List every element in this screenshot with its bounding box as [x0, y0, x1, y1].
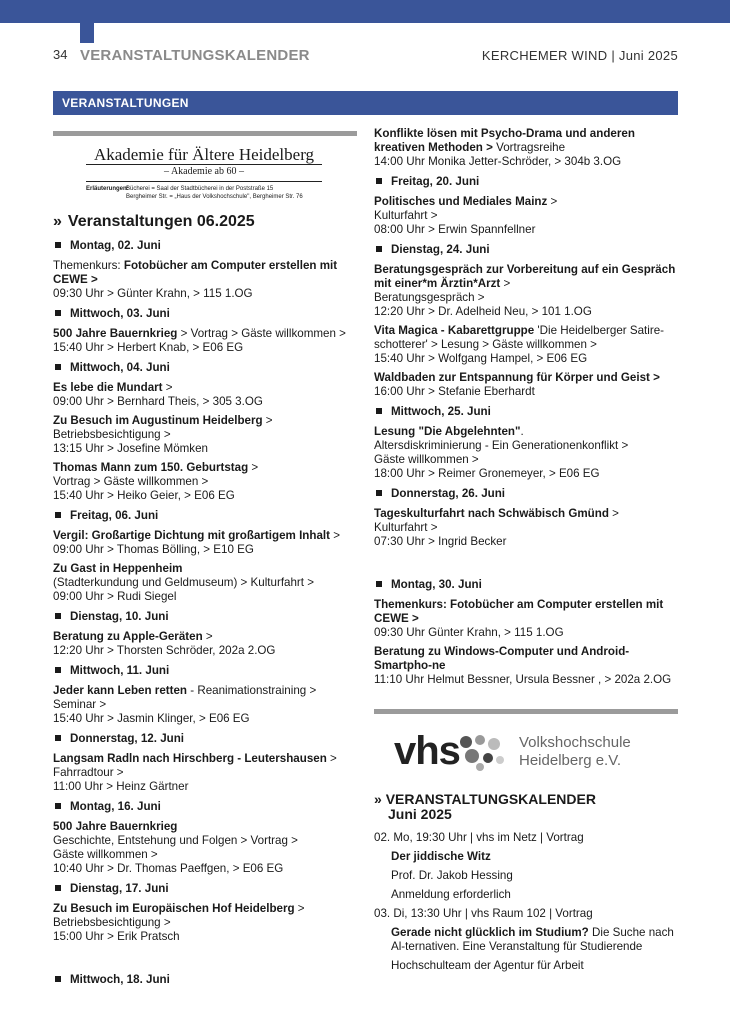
event-entry: Vita Magica - Kabarettgruppe 'Die Heidelberger Satire-schotterer' > Lesung > Gäste willkommen > 15:40 Uhr > Wolfgang Hampel, > E06 EG — [374, 324, 665, 365]
left-event-list — [53, 233, 363, 993]
bullet-square-icon — [55, 735, 61, 741]
legend-entries — [126, 186, 322, 201]
event-entry: Zu Besuch im Europäischen Hof Heidelberg > Betriebsbesichtigung > 15:00 Uhr > Erik Pratsch — [53, 902, 305, 943]
vhs-event-speaker: Prof. Dr. Jakob Hessing — [391, 869, 513, 882]
vhs-name-line: Volkshochschule — [519, 734, 631, 751]
spacer — [374, 554, 680, 572]
event-entry: Thomas Mann zum 150. Geburtstag > Vortrag > Gäste willkommen > 15:40 Uhr > Heiko Geier, > E06 EG — [53, 461, 259, 502]
vhs-event-list — [374, 831, 679, 978]
vhs-heading-line: Juni 2025 — [388, 806, 452, 822]
event-entry: Waldbaden zur Entspannung für Körper und Geist > 16:00 Uhr > Stefanie Eberhardt — [374, 371, 660, 398]
event-entry: Tageskulturfahrt nach Schwäbisch Gmünd > Kulturfahrt > 07:30 Uhr > Ingrid Becker — [374, 507, 619, 548]
bullet-square-icon — [55, 512, 61, 518]
spacer — [53, 949, 363, 967]
vhs-heading-line: VERANSTALTUNGSKALENDER — [385, 791, 596, 807]
arrow-icon: » — [374, 791, 382, 807]
left-heading-text: Veranstaltungen 06.2025 — [67, 213, 255, 230]
event-entry: 500 Jahre Bauernkrieg > Vortrag > Gäste willkommen > 15:40 Uhr > Herbert Knab, > E06 EG — [53, 327, 346, 354]
vhs-name — [519, 734, 631, 770]
event-entry: Beratung zu Apple-Geräten > 12:20 Uhr > Thorsten Schröder, 202a 2.OG — [53, 630, 276, 657]
events-banner: VERANSTALTUNGEN — [53, 91, 678, 115]
bullet-square-icon — [55, 613, 61, 619]
legend-line: Bücherei = Saal der Stadtbücherei in der Poststraße 15 — [126, 186, 274, 192]
day-heading: Freitag, 20. Juni — [374, 175, 680, 189]
bullet-square-icon — [55, 667, 61, 673]
day-heading: Dienstag, 17. Juni — [53, 882, 363, 896]
event-entry: Beratungsgespräch zur Vorbereitung auf ein Gespräch mit einer*m Ärztin*Arzt > Beratungsgespräch > 12:20 Uhr > Dr. Adelheid Neu, > 101 1.OG — [374, 263, 676, 318]
arrow-icon: » — [53, 213, 62, 230]
day-heading: Freitag, 06. Juni — [53, 509, 363, 523]
legend-line: Bergheimer Str. = „Haus der Volkshochschule", Bergheimer Str. 76 — [126, 193, 303, 200]
day-heading: Dienstag, 10. Juni — [53, 610, 363, 624]
day-heading: Montag, 02. Juni — [53, 239, 363, 253]
day-heading: Montag, 16. Juni — [53, 800, 363, 814]
vhs-heading — [374, 792, 596, 822]
bullet-square-icon — [376, 246, 382, 252]
vhs-logo-text: vhs — [394, 729, 460, 773]
page-number: 34 — [53, 47, 68, 62]
bullet-square-icon — [55, 310, 61, 316]
vhs-event-title: Der jiddische Witz — [391, 850, 491, 863]
right-column-rule — [374, 709, 678, 714]
event-entry: Zu Gast in Heppenheim (Stadterkundung und Geldmuseum) > Kulturfahrt > 09:00 Uhr > Rudi Siegel — [53, 562, 315, 603]
day-heading: Donnerstag, 26. Juni — [374, 487, 680, 501]
event-entry: Zu Besuch im Augustinum Heidelberg > Betriebsbesichtigung > 13:15 Uhr > Josefine Mömken — [53, 414, 273, 455]
bullet-square-icon — [376, 581, 382, 587]
akademie-subtitle: – Akademie ab 60 – — [86, 166, 322, 182]
event-entry: Politisches und Mediales Mainz > Kulturfahrt > 08:00 Uhr > Erwin Spannfellner — [374, 195, 558, 236]
day-heading: Dienstag, 24. Juni — [374, 243, 680, 257]
section-title: VERANSTALTUNGSKALENDER — [80, 47, 310, 64]
legend-label: Erläuterungen: — [86, 186, 129, 192]
event-entry: Langsam Radln nach Hirschberg - Leutershausen > Fahrradtour > 11:00 Uhr > Heinz Gärtner — [53, 752, 337, 793]
vhs-event-note: Anmeldung erforderlich — [391, 888, 511, 901]
event-entry: Lesung "Die Abgelehnten". Altersdiskriminierung - Ein Generationenkonflikt > Gäste willkommen > 18:00 Uhr > Reimer Gronemeyer, > E06 EG — [374, 425, 629, 480]
bullet-square-icon — [376, 490, 382, 496]
left-column-rule — [53, 131, 357, 136]
top-color-tab — [80, 23, 94, 43]
akademie-name: Akademie für Ältere Heidelberg — [86, 145, 322, 165]
day-heading: Mittwoch, 03. Juni — [53, 307, 363, 321]
bullet-square-icon — [376, 178, 382, 184]
event-entry: Vergil: Großartige Dichtung mit großartigem Inhalt > 09:00 Uhr > Thomas Bölling, > E10 EG — [53, 529, 340, 556]
day-heading: Mittwoch, 04. Juni — [53, 361, 363, 375]
event-entry: Themenkurs: Fotobücher am Computer erstellen mit CEWE > 09:30 Uhr > Günter Krahn, > 115 1.OG — [53, 259, 338, 300]
bullet-square-icon — [55, 242, 61, 248]
vhs-event-date: 02. Mo, 19:30 Uhr | vhs im Netz | Vortrag — [374, 831, 584, 844]
event-entry: Beratung zu Windows-Computer und Android-Smartpho-ne 11:10 Uhr Helmut Bessner, Ursula Bessner , > 202a 2.OG — [374, 645, 672, 686]
day-heading: Montag, 30. Juni — [374, 578, 680, 592]
day-heading: Mittwoch, 25. Juni — [374, 405, 680, 419]
vhs-name-line: Heidelberg e.V. — [519, 752, 622, 769]
akademie-legend — [86, 186, 322, 201]
bullet-square-icon — [55, 976, 61, 982]
bullet-square-icon — [55, 803, 61, 809]
event-entry: Themenkurs: Fotobücher am Computer erstellen mit CEWE > 09:30 Uhr Günter Krahn, > 115 1.OG — [374, 598, 664, 639]
day-heading: Mittwoch, 11. Juni — [53, 664, 363, 678]
event-entry: Es lebe die Mundart > 09:00 Uhr > Bernhard Theis, > 305 3.OG — [53, 381, 263, 408]
day-heading: Mittwoch, 18. Juni — [53, 973, 363, 987]
vhs-event-title: Gerade nicht glücklich im Studium? Die Suche nach Al-ternativen. Eine Veranstaltung für Studierende — [391, 926, 674, 953]
top-color-bar — [0, 0, 730, 23]
right-event-list — [374, 127, 680, 692]
magazine-issue: KERCHEMER WIND | Juni 2025 — [481, 48, 678, 63]
akademie-logo — [86, 145, 322, 201]
bullet-square-icon — [55, 885, 61, 891]
vhs-event-note: Hochschulteam der Agentur für Arbeit — [391, 959, 584, 972]
vhs-logo — [394, 728, 654, 774]
left-heading — [53, 213, 255, 231]
bullet-square-icon — [376, 408, 382, 414]
event-entry: 500 Jahre Bauernkrieg Geschichte, Entstehung und Folgen > Vortrag > Gäste willkommen > 10:40 Uhr > Dr. Thomas Paeffgen, > E06 EG — [53, 820, 298, 875]
event-entry: Jeder kann Leben retten - Reanimationstraining > Seminar > 15:40 Uhr > Jasmin Klinger, > E06 EG — [53, 684, 317, 725]
event-entry: Konflikte lösen mit Psycho-Drama und anderen kreativen Methoden > Vortragsreihe 14:00 Uhr Monika Jetter-Schröder, > 304b 3.OG — [374, 127, 635, 168]
bullet-square-icon — [55, 364, 61, 370]
day-heading: Donnerstag, 12. Juni — [53, 732, 363, 746]
vhs-event-date: 03. Di, 13:30 Uhr | vhs Raum 102 | Vortrag — [374, 907, 593, 920]
vhs-dots-icon — [458, 734, 506, 772]
